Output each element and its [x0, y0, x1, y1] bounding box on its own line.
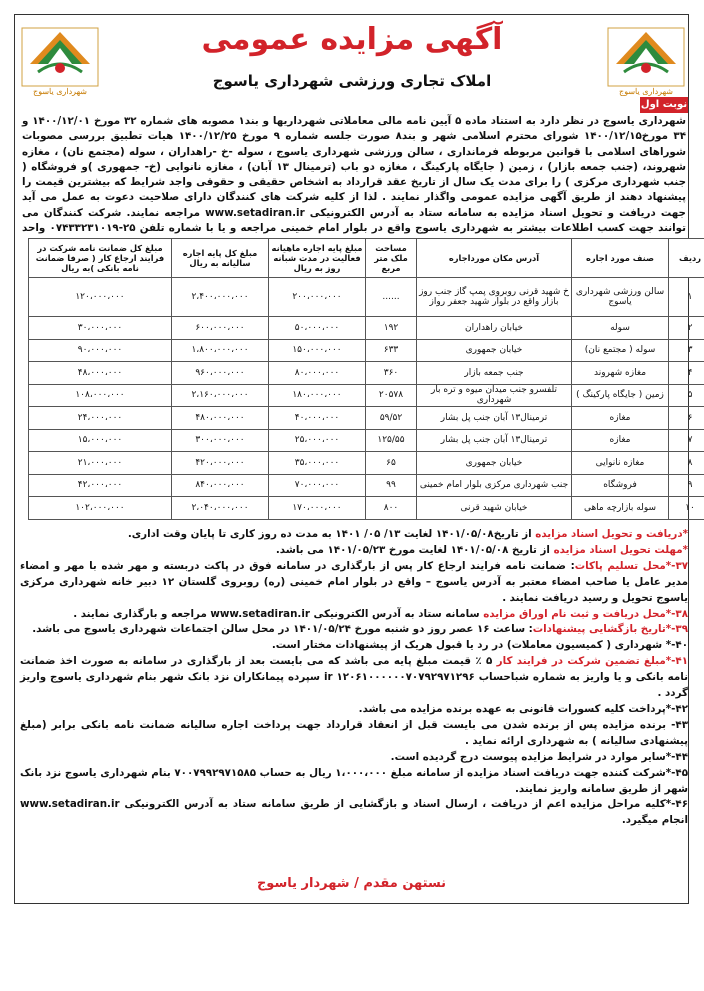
- term-text: سامانه ستاد به آدرس الکترونیکی www.setadiran.ir مراجعه و بارگذاری نمایند .: [73, 607, 484, 620]
- term-label: ۳۷-*محل تسلیم پاکات: [574, 559, 689, 572]
- cell-address: ترمینال۱۳ آبان جنب پل بشار: [417, 407, 572, 430]
- cell-guarantee: ۱۵،۰۰۰،۰۰۰: [29, 429, 172, 452]
- cell-monthly: ۷۰،۰۰۰،۰۰۰: [269, 474, 366, 497]
- intro-paragraph: شهرداری یاسوج در نظر دارد به استناد ماده ۵ آیین نامه مالی معاملاتی شهرداریها و بند۱ مصوبه های شماره ۳۲ مورخ ۱۴۰۰/۱۲/۰۱ و ۳۴ مورخ۱۴۰۰/۱۲/۱۵ شورای محترم اسلامی شهر و بند۸ صورت جلسه شماره ۹ مورخ ۱۴۰۰/۱۲/۲۵ هیات تطبیق بررسی مصوبات شوراهای اسلامی با قوانین مربوطه فرمانداری ، سالن ورزشی شهرداری یاسوج ، سوله -خ -راهداران ، سوله (مجتمع نان) ، مغازه شهروند، (جنب جمعه بازار) ، زمین ( جایگاه پارکینگ ، مغازه دو باب (ترمینال ۱۳ آبان) ، مغازه نانوایی (خ- جمهوری )و فروشگاه ( جنب شهرداری مرکزی ) را برای مدت یک سال از تاریخ عقد قرارداد به اشخاص حقیقی و حقوقی واجد شرایط که بیشترین قیمت را پیشنهاد دهند از طریق آگهی مزایده عمومی واگذار نمایند . لذا از کلیه شرکت های کنندگان دارای صلاحیت دعوت به عمل می آید جهت دریافت و تحویل اسناد مزایده به سامانه ستاد به آدرس الکترونیکی www.setadiran.ir مراجعه نمایند. شرکت کنندگان می توانند جهت کسب اطلاعات بیشتر به شهرداری یاسوج واقع در بلوار امام خمینی مراجعه و یا با شماره تلفن ۲۵-۰۷۴۳۳۲۳۱۰۱۹ واحد: [22, 115, 687, 235]
- round-badge: نوبت اول: [640, 97, 688, 113]
- cell-type: سالن ورزشی شهرداری یاسوج: [572, 278, 669, 317]
- cell-row-no: ۱۰: [669, 497, 704, 520]
- cell-yearly: ۱،۸۰۰،۰۰۰،۰۰۰: [172, 339, 269, 362]
- cell-address: خیابان جمهوری: [417, 452, 572, 475]
- municipality-logo-icon: [606, 26, 686, 88]
- cell-address: خیابان راهداران: [417, 317, 572, 340]
- cell-area: ۳۶۰: [366, 362, 417, 385]
- cell-monthly: ۱۸۰،۰۰۰،۰۰۰: [269, 384, 366, 407]
- cell-monthly: ۲۰۰،۰۰۰،۰۰۰: [269, 278, 366, 317]
- cell-type: مغازه: [572, 429, 669, 452]
- cell-area: ۹۹: [366, 474, 417, 497]
- cell-row-no: ۴: [669, 362, 704, 385]
- term-text: : ساعت ۱۶ عصر روز دو شنبه مورخ ۱۴۰۱/۰۵/۲۴ در محل سالن اجتماعات شهرداری یاسوج می باشد.: [32, 623, 533, 636]
- terms-list: [20, 527, 688, 829]
- term-item: [20, 654, 688, 702]
- table-row: [29, 429, 704, 452]
- cell-monthly: ۱۷۰،۰۰۰،۰۰۰: [269, 497, 366, 520]
- cell-monthly: ۵۰،۰۰۰،۰۰۰: [269, 317, 366, 340]
- cell-guarantee: ۱۰۸،۰۰۰،۰۰۰: [29, 384, 172, 407]
- term-label: *دریافت و تحویل اسناد مزایده: [535, 528, 688, 540]
- table-row: [29, 452, 704, 475]
- term-item: [20, 702, 688, 718]
- cell-guarantee: ۱۰۲،۰۰۰،۰۰۰: [29, 497, 172, 520]
- term-item: [20, 797, 688, 829]
- table-row: [29, 474, 704, 497]
- cell-guarantee: ۴۸،۰۰۰،۰۰۰: [29, 362, 172, 385]
- cell-yearly: ۳۰۰،۰۰۰،۰۰۰: [172, 429, 269, 452]
- term-text: ۴۳- برنده مزایده پس از برنده شدن می بایست قبل از انعقاد قرارداد جهت پرداخت اجاره سالیانه ضمانت نامه بانکی برابر (مبلغ پیشنهادی سالیانه ) به شهرداری ارائه نماید .: [20, 718, 688, 747]
- cell-type: مغازه: [572, 407, 669, 430]
- col-header-monthly: مبلغ پایه اجاره ماهیانه فعالیت در مدت شبانه روز به ریال: [269, 239, 366, 278]
- cell-area: ۸۰۰: [366, 497, 417, 520]
- cell-row-no: ۸: [669, 452, 704, 475]
- cell-address: جنب شهرداری مرکزی بلوار امام خمینی: [417, 474, 572, 497]
- cell-guarantee: ۴۲،۰۰۰،۰۰۰: [29, 474, 172, 497]
- term-text: ۴۶-*کلیه مراحل مزایده اعم از دریافت ، ارسال اسناد و بازگشایی از طریق سامانه ستاد به آدرس الکترونیکی www.setadiran.ir انجام میگیرد.: [20, 798, 688, 827]
- cell-address: خیابان جمهوری: [417, 339, 572, 362]
- term-item: [20, 750, 688, 766]
- cell-area: ۶۵: [366, 452, 417, 475]
- cell-monthly: ۱۵۰،۰۰۰،۰۰۰: [269, 339, 366, 362]
- cell-address: جنب جمعه بازار: [417, 362, 572, 385]
- term-label: ۴۱-*مبلغ تضمین شرکت در فرایند کار: [496, 655, 688, 668]
- cell-area: ۱۹۲: [366, 317, 417, 340]
- cell-guarantee: ۲۱،۰۰۰،۰۰۰: [29, 452, 172, 475]
- cell-type: مغازه شهروند: [572, 362, 669, 385]
- cell-type: سوله بازارچه ماهی: [572, 497, 669, 520]
- term-text: از تاریخ ۱۴۰۱/۰۵/۰۸ لغایت مورخ ۱۴۰۱/۰۵/۲۳ می باشد.: [275, 543, 554, 556]
- term-item: [20, 638, 688, 654]
- table-header-row: [29, 239, 704, 278]
- term-text: ۴۵-*شرکت کننده جهت دریافت اسناد مزایده از سامانه مبلغ ۱،۰۰۰،۰۰۰ ریال به حساب ۷۰۰۷۹۹۲۹۷۱۵۸۵ بنام شهرداری یاسوج نزد بانک شهر از طریق سامانه واریز نمایند.: [20, 766, 688, 795]
- term-text: ۴۴-*سایر موارد در شرایط مزایده پیوست درج گردیده است.: [390, 750, 688, 763]
- cell-yearly: ۲،۴۰۰،۰۰۰،۰۰۰: [172, 278, 269, 317]
- cell-type: مغازه نانوایی: [572, 452, 669, 475]
- cell-guarantee: ۹۰،۰۰۰،۰۰۰: [29, 339, 172, 362]
- cell-type: سوله ( مجتمع نان): [572, 339, 669, 362]
- cell-yearly: ۲،۰۴۰،۰۰۰،۰۰۰: [172, 497, 269, 520]
- cell-guarantee: ۲۴،۰۰۰،۰۰۰: [29, 407, 172, 430]
- notice-title: آگهی مزایده عمومی: [201, 22, 503, 57]
- table-row: [29, 339, 704, 362]
- col-header-address: آدرس مکان مورداجاره: [417, 239, 572, 278]
- logo-caption: شهرداری یاسوج: [619, 87, 673, 96]
- cell-address: خ شهید قرنی روبروی پمپ گاز جنب روز بازار واقع در بلوار شهید جعفر رواز: [417, 278, 572, 317]
- table-row: [29, 497, 704, 520]
- cell-yearly: ۸۴۰،۰۰۰،۰۰۰: [172, 474, 269, 497]
- table-row: [29, 384, 704, 407]
- properties-table: [28, 238, 704, 520]
- cell-area: ۱۲۵/۵۵: [366, 429, 417, 452]
- signature-line: نستهن مقدم / شهردار یاسوج: [256, 876, 447, 891]
- cell-area: ......: [366, 278, 417, 317]
- table-row: [29, 362, 704, 385]
- term-text: از تاریخ۱۴۰۱/۰۵/۰۸ لغایت ۱۳/ ۰۵/ ۱۴۰۱ به مدت ده روز کاری تا پایان وقت اداری.: [127, 528, 536, 540]
- cell-address: تلفسرو جنب میدان میوه و تره بار شهرداری: [417, 384, 572, 407]
- cell-yearly: ۹۶۰،۰۰۰،۰۰۰: [172, 362, 269, 385]
- cell-type: فروشگاه: [572, 474, 669, 497]
- municipality-logo-left: [20, 26, 100, 102]
- municipality-logo-right: [606, 26, 686, 102]
- cell-monthly: ۴۰،۰۰۰،۰۰۰: [269, 407, 366, 430]
- cell-type: سوله: [572, 317, 669, 340]
- cell-row-no: ۳: [669, 339, 704, 362]
- notice-subtitle: املاک تجاری ورزشی شهرداری یاسوج: [212, 72, 492, 90]
- term-label: ۳۹-*تاریخ بازگشایی پیشنهادات: [532, 623, 688, 636]
- term-item: [20, 543, 688, 559]
- cell-address: خیابان شهید قرنی: [417, 497, 572, 520]
- logo-caption: شهرداری یاسوج: [33, 87, 87, 96]
- cell-monthly: ۲۵،۰۰۰،۰۰۰: [269, 429, 366, 452]
- term-text: ۵ ٪ قیمت مبلغ پایه می باشد که می بایست بعد از بارگذاری در سامانه به صورت اخذ ضمانت نامه بانکی و یا واریز به شماره شباحساب ۱۲۰۶۱۰۰۰۰۰۰۷۰۷۹۲۹۷۱۲۹۶ ir سپرده پیمانکاران نزد بانک شهر بنام شهرداری یاسوج واریز گردد .: [20, 655, 688, 700]
- col-header-yearly: مبلغ کل پایه اجاره سالیانه به ریال: [172, 239, 269, 278]
- cell-area: ۶۳۳: [366, 339, 417, 362]
- cell-address: ترمینال۱۳ آبان جنب پل بشار: [417, 429, 572, 452]
- col-header-type: صنف مورد اجاره: [572, 239, 669, 278]
- term-text: ۴۰-* شهرداری ( کمیسیون معاملات) در رد یا قبول هریک از پیشنهادات مختار است.: [271, 639, 688, 652]
- term-item: [20, 559, 688, 607]
- cell-type: زمین ( جایگاه پارکینگ ): [572, 384, 669, 407]
- term-label: *مهلت تحویل اسناد مزایده: [553, 543, 688, 556]
- cell-yearly: ۴۲۰،۰۰۰،۰۰۰: [172, 452, 269, 475]
- cell-area: ۵۹/۵۲: [366, 407, 417, 430]
- cell-yearly: ۴۸۰،۰۰۰،۰۰۰: [172, 407, 269, 430]
- cell-row-no: ۲: [669, 317, 704, 340]
- term-item: [20, 527, 688, 543]
- table-row: [29, 317, 704, 340]
- term-text: ۴۲-*پرداخت کلیه کسورات قانونی به عهده برنده مزایده می باشد.: [358, 702, 688, 715]
- cell-row-no: ۷: [669, 429, 704, 452]
- term-label: ۳۸-*محل دریافت و ثبت نام اوراق مزایده: [483, 607, 688, 620]
- cell-monthly: ۳۵،۰۰۰،۰۰۰: [269, 452, 366, 475]
- term-item: [20, 622, 688, 638]
- col-header-guarantee: مبلغ کل ضمانت نامه شرکت در فرایند ارجاع کار ( صرفا ضمانت نامه بانکی )به ریال: [29, 239, 172, 278]
- cell-guarantee: ۱۲۰،۰۰۰،۰۰۰: [29, 278, 172, 317]
- municipality-logo-icon: [20, 26, 100, 88]
- cell-yearly: ۲،۱۶۰،۰۰۰،۰۰۰: [172, 384, 269, 407]
- term-item: [20, 766, 688, 798]
- cell-row-no: ۵: [669, 384, 704, 407]
- cell-row-no: ۱: [669, 278, 704, 317]
- col-header-row-no: ردیف: [669, 239, 704, 278]
- cell-monthly: ۸۰،۰۰۰،۰۰۰: [269, 362, 366, 385]
- cell-row-no: ۶: [669, 407, 704, 430]
- term-text: : ضمانت نامه فرایند ارجاع کار پس از بارگذاری در سامانه فوق در پاکت دربسته و مهر شده با مهر و امضاء مدیر عامل یا صاحب امضاء معتبر به آدرس یاسوج – واقع در بلوار امام خمینی (ره) روبروی گلستان ۱۲ دبیر خانه شهرداری مرکزی یاسوج تحویل و رسید دریافت نمایند .: [20, 559, 688, 604]
- cell-row-no: ۹: [669, 474, 704, 497]
- term-item: [20, 607, 688, 623]
- col-header-area: مساحت ملک متر مربع: [366, 239, 417, 278]
- term-item: [20, 718, 688, 750]
- cell-yearly: ۶۰۰،۰۰۰،۰۰۰: [172, 317, 269, 340]
- table-row: [29, 278, 704, 317]
- cell-area: ۲۰۵۷۸: [366, 384, 417, 407]
- table-row: [29, 407, 704, 430]
- cell-guarantee: ۳۰،۰۰۰،۰۰۰: [29, 317, 172, 340]
